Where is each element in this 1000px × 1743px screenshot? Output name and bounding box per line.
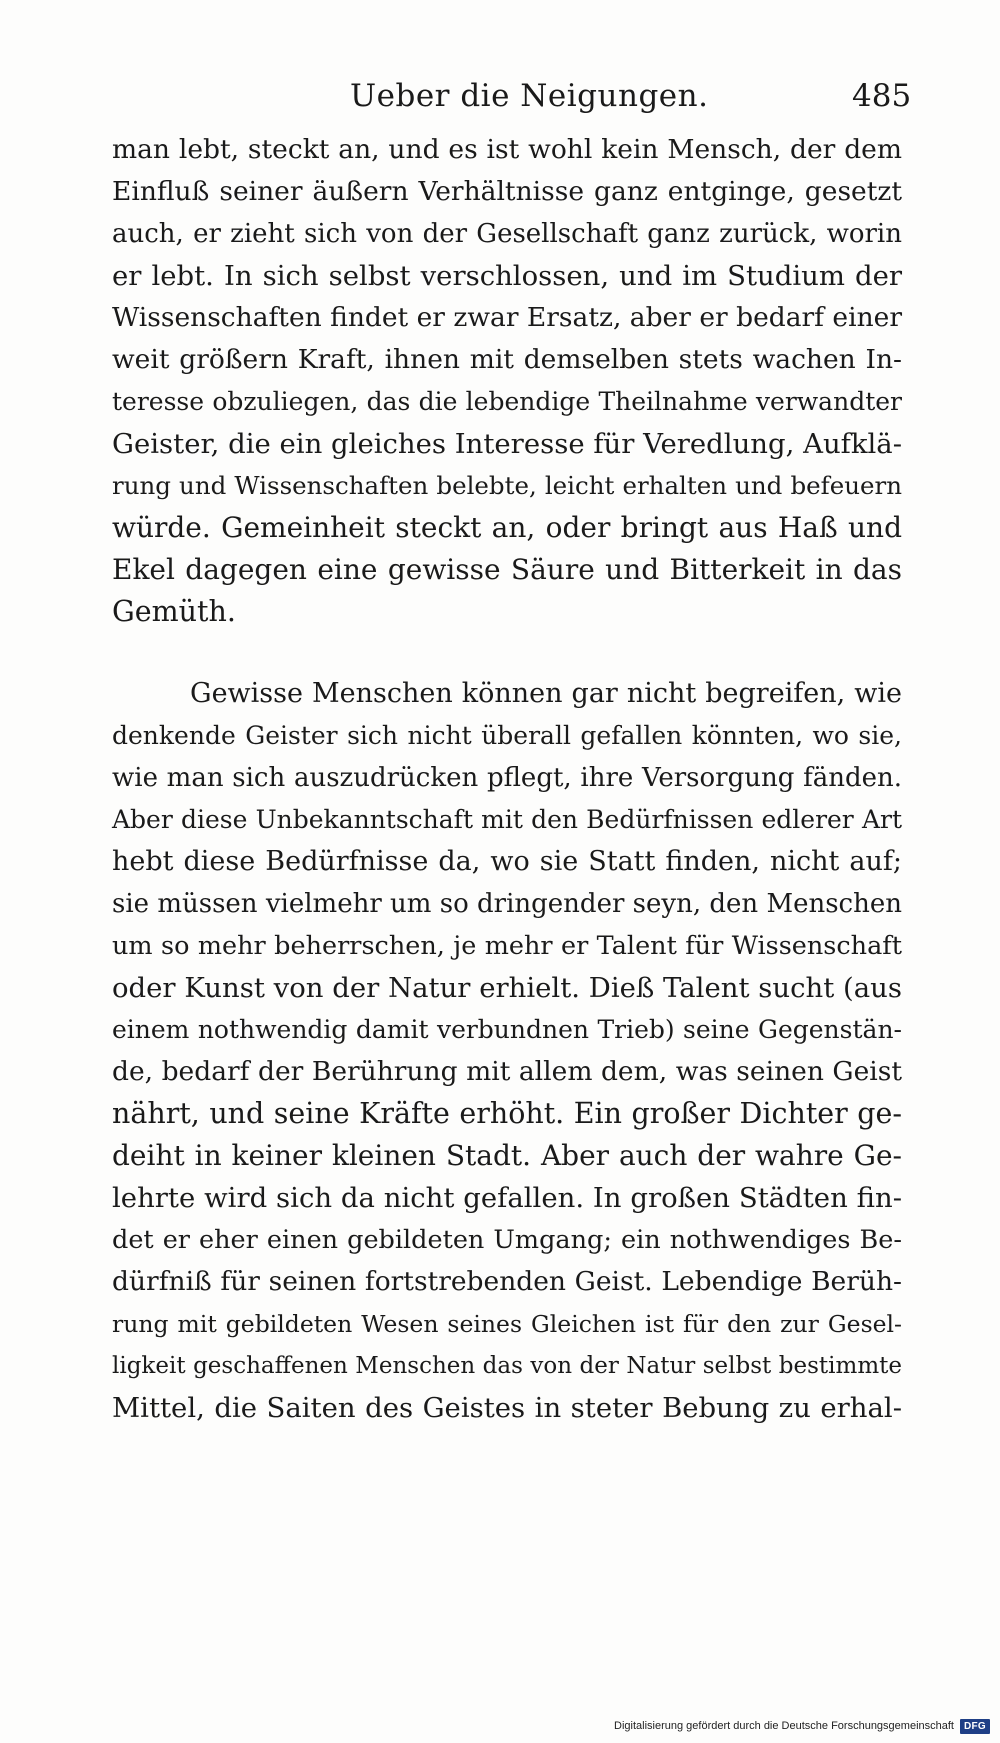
- text-line: de, bedarf der Berührung mit allem dem, was seinen Geist: [112, 1056, 902, 1087]
- text-line: lehrte wird sich da nicht gefallen. In großen Städten fin-: [112, 1182, 902, 1214]
- text-line: hebt diese Bedürfnisse da, wo sie Statt finden, nicht auf;: [112, 846, 902, 877]
- text-line: Ekel dagegen eine gewisse Säure und Bitterkeit in das: [112, 553, 902, 586]
- text-line: dürfniß für seinen fortstrebenden Geist. Lebendige Berüh-: [112, 1266, 902, 1297]
- text-line: teresse obzuliegen, das die lebendige Theilnahme verwandter: [112, 387, 902, 416]
- text-line: Geister, die ein gleiches Interesse für Veredlung, Aufklä-: [112, 428, 902, 460]
- text-line: Aber diese Unbekanntschaft mit den Bedürfnissen edlerer Art: [112, 805, 902, 834]
- text-line: det er eher einen gebildeten Umgang; ein nothwendiges Be-: [112, 1225, 902, 1255]
- dfg-logo-icon: DFG: [960, 1719, 990, 1734]
- text-line: Einfluß seiner äußern Verhältnisse ganz entginge, gesetzt: [112, 176, 902, 207]
- text-line: auch, er zieht sich von der Gesellschaft ganz zurück, worin: [112, 219, 902, 249]
- text-line: einem nothwendig damit verbundnen Trieb) seine Gegenstän-: [112, 1015, 902, 1044]
- text-line: Gemüth.: [112, 595, 236, 628]
- running-title: Ueber die Neigungen.: [350, 78, 709, 114]
- text-line: um so mehr beherrschen, je mehr er Talent für Wissenschaft: [112, 931, 902, 961]
- page-number: 485: [852, 78, 912, 114]
- text-line: Gewisse Menschen können gar nicht begreifen, wie: [190, 678, 902, 709]
- text-line: rung und Wissenschaften belebte, leicht erhalten und befeuern: [112, 471, 902, 500]
- text-line: nährt, und seine Kräfte erhöht. Ein großer Dichter ge-: [112, 1097, 902, 1130]
- text-line: weit größern Kraft, ihnen mit demselben stets wachen In-: [112, 344, 902, 375]
- text-line: man lebt, steckt an, und es ist wohl kein Mensch, der dem: [112, 134, 902, 165]
- text-line: ligkeit geschaffenen Menschen das von der Natur selbst bestimmte: [112, 1353, 902, 1379]
- running-head: [0, 78, 1000, 118]
- footer-text: Digitalisierung gefördert durch die Deutsche Forschungsgemeinschaft: [614, 1720, 954, 1732]
- digitization-credit: [614, 1716, 990, 1736]
- text-line: wie man sich auszudrücken pflegt, ihre Versorgung fänden.: [112, 763, 902, 793]
- text-line: sie müssen vielmehr um so dringender seyn, den Menschen: [112, 889, 902, 919]
- text-line: Wissenschaften findet er zwar Ersatz, aber er bedarf einer: [112, 302, 902, 333]
- text-line: rung mit gebildeten Wesen seines Gleichen ist für den zur Gesel-: [112, 1310, 902, 1338]
- text-line: denkende Geister sich nicht überall gefallen könnten, wo sie,: [112, 721, 902, 750]
- text-line: er lebt. In sich selbst verschlossen, und im Studium der: [112, 260, 902, 292]
- text-line: oder Kunst von der Natur erhielt. Dieß Talent sucht (aus: [112, 972, 902, 1004]
- text-line: würde. Gemeinheit steckt an, oder bringt aus Haß und: [112, 511, 902, 544]
- text-line: Mittel, die Saiten des Geistes in steter Bebung zu erhal-: [112, 1392, 902, 1424]
- text-line: deiht in keiner kleinen Stadt. Aber auch der wahre Ge-: [112, 1139, 902, 1172]
